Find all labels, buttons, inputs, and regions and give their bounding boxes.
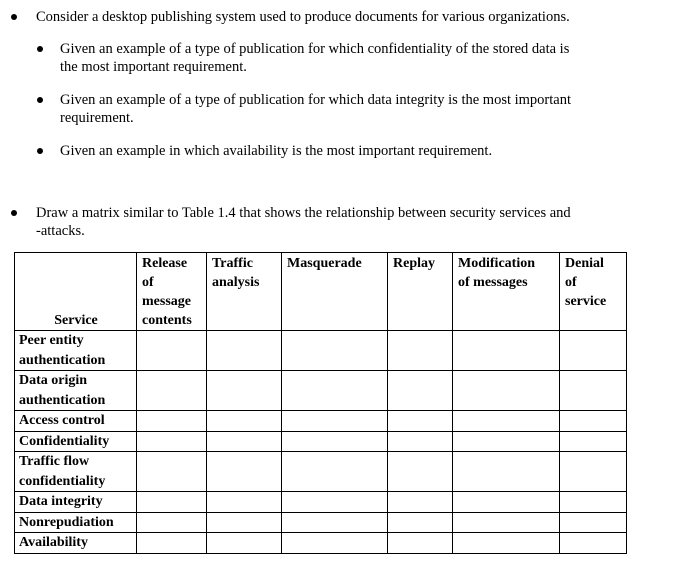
- matrix-cell: [207, 331, 282, 371]
- sub-bullet-dot: [37, 97, 43, 103]
- col-header-release: Release of message contents: [137, 253, 207, 331]
- table-row: [15, 371, 627, 411]
- col-header-modification: Modification of messages: [453, 253, 560, 331]
- matrix-cell: [282, 492, 388, 513]
- matrix-cell: [560, 512, 627, 533]
- matrix-cell: [453, 492, 560, 513]
- sub-bullet-dot: [37, 148, 43, 154]
- security-matrix-table: [14, 252, 627, 554]
- matrix-cell: [207, 452, 282, 492]
- row-label-nonrepudiation: Nonrepudiation: [15, 512, 137, 533]
- col-header-replay: Replay: [388, 253, 453, 331]
- table-row: [15, 411, 627, 432]
- question-1-text: Consider a desktop publishing system used to produce documents for various organizations.: [36, 9, 570, 25]
- question-1c-line1: Given an example in which availability is the most important requirement.: [60, 143, 493, 159]
- matrix-cell: [560, 371, 627, 411]
- row-label-data-origin-authentication: Data origin authentication: [15, 371, 137, 411]
- matrix-cell: [453, 533, 560, 554]
- row-label-peer-entity-authentication: Peer entity authentication: [15, 331, 137, 371]
- matrix-cell: [137, 492, 207, 513]
- matrix-cell: [282, 533, 388, 554]
- matrix-cell: [137, 431, 207, 452]
- row-label-availability: Availability: [15, 533, 137, 554]
- row-label-confidentiality: Confidentiality: [15, 431, 137, 452]
- service-header: Service: [15, 253, 137, 331]
- table-row: [15, 331, 627, 371]
- matrix-cell: [282, 431, 388, 452]
- matrix-cell: [137, 512, 207, 533]
- matrix-cell: [388, 512, 453, 533]
- matrix-cell: [282, 452, 388, 492]
- question-2-line2: -attacks.: [36, 223, 85, 239]
- matrix-cell: [207, 371, 282, 411]
- matrix-cell: [137, 533, 207, 554]
- matrix-cell: [388, 371, 453, 411]
- matrix-cell: [453, 452, 560, 492]
- row-label-access-control: Access control: [15, 411, 137, 432]
- col-header-masquerade: Masquerade: [282, 253, 388, 331]
- matrix-cell: [388, 452, 453, 492]
- matrix-cell: [207, 411, 282, 432]
- question-1b-line2: requirement.: [60, 110, 134, 126]
- matrix-cell: [560, 411, 627, 432]
- matrix-cell: [282, 512, 388, 533]
- table-row: [15, 452, 627, 492]
- matrix-cell: [207, 431, 282, 452]
- bullet-dot: [11, 14, 17, 20]
- bullet-dot: [11, 210, 17, 216]
- matrix-cell: [388, 533, 453, 554]
- matrix-cell: [282, 331, 388, 371]
- matrix-cell: [282, 411, 388, 432]
- sub-bullet-dot: [37, 46, 43, 52]
- table-row: [15, 512, 627, 533]
- matrix-cell: [453, 371, 560, 411]
- header-row: [15, 253, 627, 331]
- matrix-cell: [207, 492, 282, 513]
- matrix-cell: [137, 411, 207, 432]
- matrix-cell: [560, 452, 627, 492]
- table-row: [15, 492, 627, 513]
- question-2-line1: Draw a matrix similar to Table 1.4 that shows the relationship between security services and: [36, 205, 571, 221]
- matrix-cell: [453, 431, 560, 452]
- matrix-cell: [560, 331, 627, 371]
- matrix-cell: [453, 331, 560, 371]
- question-1a-line2: the most important requirement.: [60, 59, 247, 75]
- matrix-cell: [453, 411, 560, 432]
- question-1a-line1: Given an example of a type of publication for which confidentiality of the stored data is: [60, 41, 570, 57]
- col-header-traffic-analysis: Traffic analysis: [207, 253, 282, 331]
- matrix-cell: [207, 533, 282, 554]
- row-label-data-integrity: Data integrity: [15, 492, 137, 513]
- matrix-cell: [207, 512, 282, 533]
- matrix-cell: [560, 492, 627, 513]
- question-1b-line1: Given an example of a type of publication for which data integrity is the most important: [60, 92, 571, 108]
- matrix-cell: [282, 371, 388, 411]
- matrix-cell: [137, 452, 207, 492]
- matrix-cell: [560, 533, 627, 554]
- matrix-cell: [388, 492, 453, 513]
- matrix-cell: [560, 431, 627, 452]
- table-row: [15, 431, 627, 452]
- row-label-traffic-flow-confidentiality: Traffic flow confidentiality: [15, 452, 137, 492]
- matrix-cell: [453, 512, 560, 533]
- matrix-cell: [137, 371, 207, 411]
- table-row: [15, 533, 627, 554]
- matrix-cell: [388, 431, 453, 452]
- matrix-cell: [137, 331, 207, 371]
- matrix-cell: [388, 411, 453, 432]
- col-header-denial-of-service: Denial of service: [560, 253, 627, 331]
- matrix-cell: [388, 331, 453, 371]
